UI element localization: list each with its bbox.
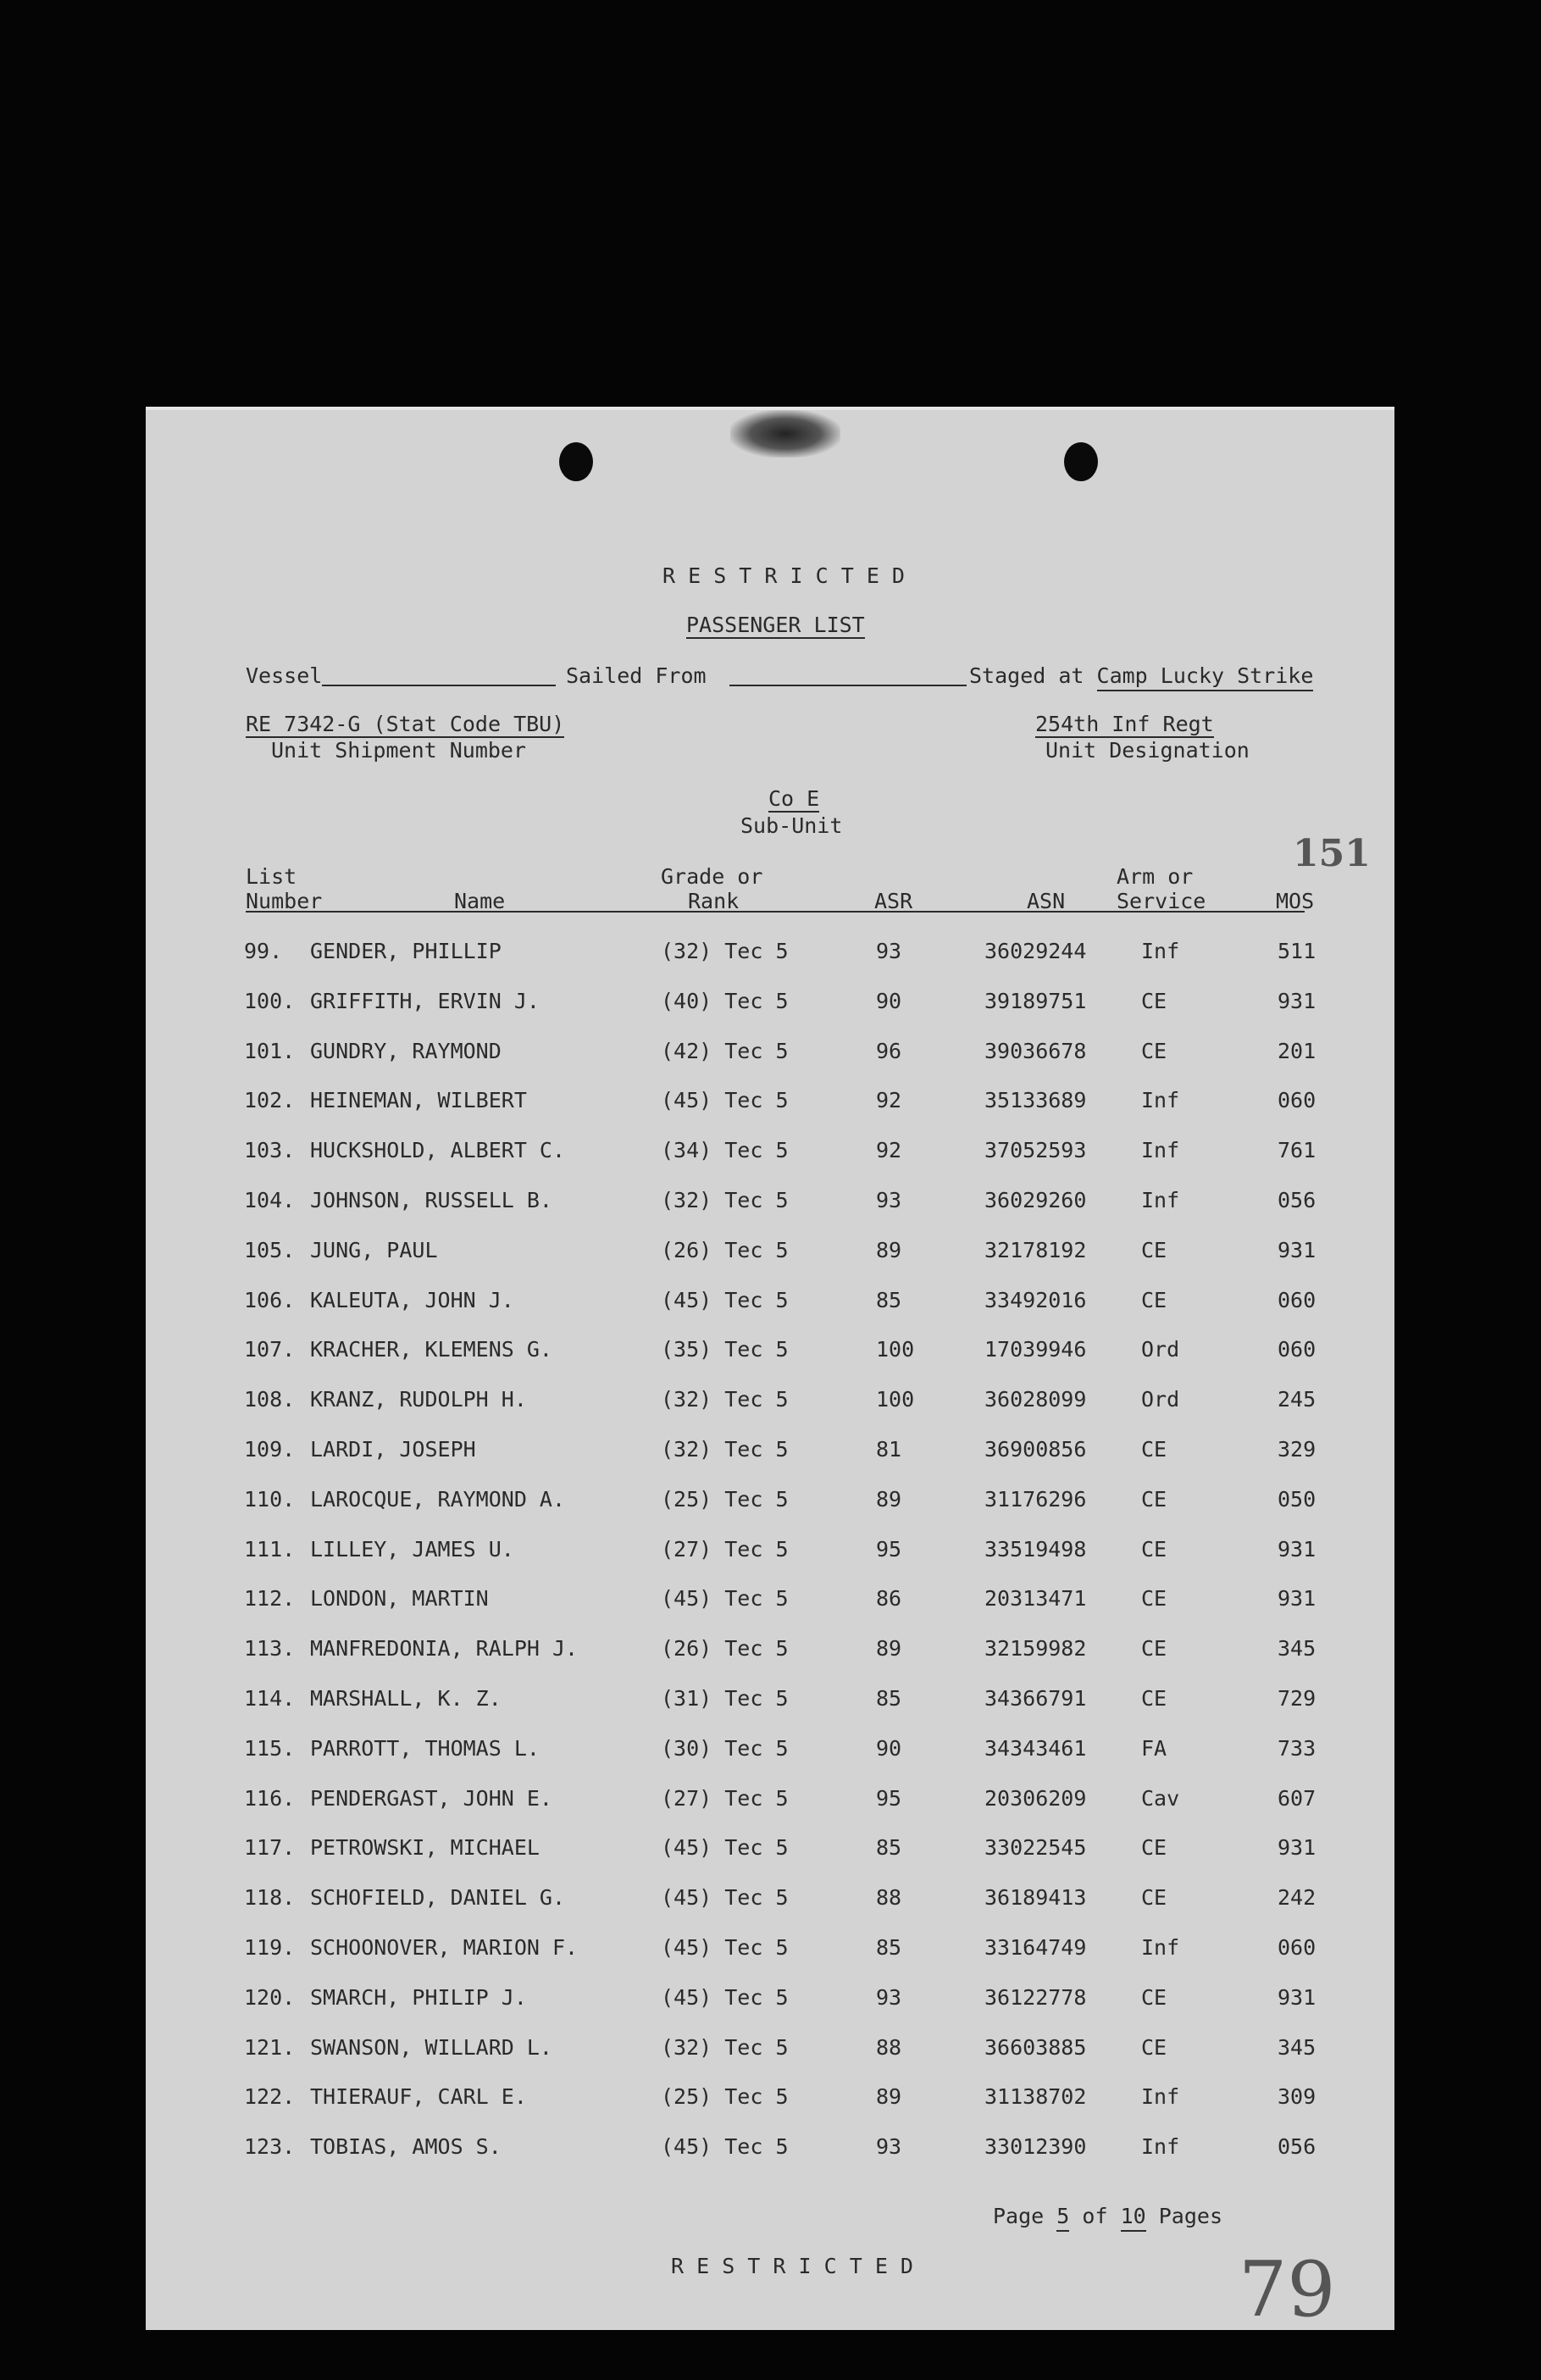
mos-code: 056 — [1278, 1188, 1317, 1212]
grade-rank: (27) Tec 5 — [661, 1536, 789, 1562]
grade-rank: (45) Tec 5 — [661, 1885, 789, 1911]
grade-rank: (25) Tec 5 — [661, 1486, 789, 1512]
list-number: 121. — [244, 2034, 296, 2060]
vessel-label: Vessel — [246, 663, 323, 688]
sailed-from-field — [566, 665, 707, 686]
grade-rank: (45) Tec 5 — [661, 1088, 789, 1113]
mos-code: 607 — [1278, 1785, 1317, 1811]
arm-service: CE — [1141, 1636, 1167, 1662]
list-number: 114. — [244, 1686, 296, 1711]
passenger-name: HUCKSHOLD, ALBERT C. — [310, 1138, 566, 1163]
mos-code: 931 — [1278, 1835, 1317, 1861]
grade-rank: (45) Tec 5 — [661, 2134, 789, 2160]
mos-code: 060 — [1278, 1287, 1317, 1312]
col-name: Name — [454, 889, 506, 913]
list-number: 116. — [244, 1785, 296, 1811]
passenger-name: JUNG, PAUL — [310, 1237, 438, 1262]
col-list-number-1: List — [246, 864, 297, 889]
mos-code: 761 — [1278, 1138, 1317, 1163]
vessel-blank — [322, 685, 556, 686]
grade-rank: (34) Tec 5 — [661, 1138, 789, 1163]
sub-unit-value: Co E — [768, 786, 820, 811]
asr-score: 85 — [876, 1686, 902, 1711]
arm-service: Inf — [1141, 1188, 1180, 1212]
ink-smudge — [730, 410, 840, 458]
arm-service: CE — [1141, 1536, 1167, 1562]
serial-number: 37052593 — [984, 1138, 1087, 1163]
mos-code: 309 — [1278, 2084, 1317, 2110]
of-label: of — [1082, 2204, 1108, 2228]
list-number: 111. — [244, 1536, 296, 1562]
serial-number: 36029260 — [984, 1188, 1087, 1212]
asr-score: 92 — [876, 1138, 902, 1163]
sailed-from-blank — [729, 685, 967, 686]
arm-service: CE — [1141, 988, 1167, 1013]
col-grade-2: Rank — [688, 889, 740, 913]
staged-at-field — [969, 665, 1313, 686]
header-underline — [246, 911, 1305, 913]
grade-rank: (32) Tec 5 — [661, 1188, 789, 1212]
page-total: 10 — [1121, 2204, 1146, 2232]
mos-code: 060 — [1278, 1337, 1317, 1362]
asr-score: 81 — [876, 1437, 902, 1462]
grade-rank: (26) Tec 5 — [661, 1237, 789, 1262]
mos-code: 242 — [1278, 1885, 1317, 1911]
passenger-name: PARROTT, THOMAS L. — [310, 1735, 540, 1761]
passenger-name: LILLEY, JAMES U. — [310, 1536, 514, 1562]
mos-code: 201 — [1278, 1038, 1317, 1063]
grade-rank: (42) Tec 5 — [661, 1038, 789, 1063]
punch-hole-left — [559, 442, 593, 481]
arm-service: CE — [1141, 1984, 1167, 2010]
grade-rank: (45) Tec 5 — [661, 1835, 789, 1861]
serial-number: 36189413 — [984, 1885, 1087, 1911]
grade-rank: (31) Tec 5 — [661, 1686, 789, 1711]
asr-score: 85 — [876, 1935, 902, 1960]
list-number: 112. — [244, 1586, 296, 1612]
grade-rank: (45) Tec 5 — [661, 1935, 789, 1960]
grade-rank: (30) Tec 5 — [661, 1735, 789, 1761]
passenger-name: KRACHER, KLEMENS G. — [310, 1337, 552, 1362]
col-arm-1: Arm or — [1117, 864, 1194, 889]
serial-number: 39189751 — [984, 988, 1087, 1013]
serial-number: 32178192 — [984, 1237, 1087, 1262]
unit-designation: 254th Inf Regt — [1035, 712, 1214, 736]
serial-number: 17039946 — [984, 1337, 1087, 1362]
list-number: 101. — [244, 1038, 296, 1063]
document-title: PASSENGER LIST — [686, 613, 865, 637]
list-number: 123. — [244, 2134, 296, 2160]
asr-score: 88 — [876, 1885, 902, 1911]
arm-service: CE — [1141, 1586, 1167, 1612]
col-mos: MOS — [1276, 889, 1315, 913]
list-number: 110. — [244, 1486, 296, 1512]
serial-number: 32159982 — [984, 1636, 1087, 1662]
mos-code: 056 — [1278, 2134, 1317, 2160]
mos-code: 511 — [1278, 939, 1317, 963]
asr-score: 100 — [876, 1387, 915, 1412]
list-number: 107. — [244, 1337, 296, 1362]
arm-service: Inf — [1141, 1088, 1180, 1113]
grade-rank: (27) Tec 5 — [661, 1785, 789, 1811]
serial-number: 20313471 — [984, 1586, 1087, 1612]
mos-code: 345 — [1278, 1636, 1317, 1662]
col-arm-2: Service — [1117, 889, 1206, 913]
passenger-name: MARSHALL, K. Z. — [310, 1686, 502, 1711]
list-number: 100. — [244, 988, 296, 1013]
mos-code: 931 — [1278, 1984, 1317, 2010]
serial-number: 31176296 — [984, 1486, 1087, 1512]
list-number: 99. — [244, 939, 283, 963]
col-grade-1: Grade or — [661, 864, 763, 889]
col-list-number-2: Number — [246, 889, 323, 913]
mos-code: 729 — [1278, 1686, 1317, 1711]
grade-rank: (40) Tec 5 — [661, 988, 789, 1013]
arm-service: Ord — [1141, 1337, 1180, 1362]
sub-unit-label: Sub-Unit — [740, 813, 843, 838]
mos-code: 245 — [1278, 1387, 1317, 1412]
passenger-name: LONDON, MARTIN — [310, 1586, 489, 1612]
grade-rank: (32) Tec 5 — [661, 1437, 789, 1462]
passenger-name: PETROWSKI, MICHAEL — [310, 1835, 540, 1861]
arm-service: CE — [1141, 1885, 1167, 1911]
serial-number: 36900856 — [984, 1437, 1087, 1462]
list-number: 120. — [244, 1984, 296, 2010]
arm-service: Inf — [1141, 2134, 1180, 2160]
grade-rank: (35) Tec 5 — [661, 1337, 789, 1362]
page-number: 5 — [1056, 2204, 1069, 2232]
passenger-name: GRIFFITH, ERVIN J. — [310, 988, 540, 1013]
pencil-number-bottom: 79 — [1239, 2245, 1336, 2334]
arm-service: CE — [1141, 1437, 1167, 1462]
passenger-name: JOHNSON, RUSSELL B. — [310, 1188, 552, 1212]
serial-number: 33519498 — [984, 1536, 1087, 1562]
list-number: 108. — [244, 1387, 296, 1412]
arm-service: CE — [1141, 1686, 1167, 1711]
passenger-name: SMARCH, PHILIP J. — [310, 1984, 527, 2010]
passenger-name: LAROCQUE, RAYMOND A. — [310, 1486, 566, 1512]
passenger-name: KRANZ, RUDOLPH H. — [310, 1387, 527, 1412]
grade-rank: (45) Tec 5 — [661, 1586, 789, 1612]
serial-number: 36603885 — [984, 2034, 1087, 2060]
grade-rank: (32) Tec 5 — [661, 1387, 789, 1412]
serial-number: 33164749 — [984, 1935, 1087, 1960]
asr-score: 93 — [876, 939, 902, 963]
serial-number: 35133689 — [984, 1088, 1087, 1113]
arm-service: Inf — [1141, 1935, 1180, 1960]
asr-score: 93 — [876, 2134, 902, 2160]
serial-number: 36122778 — [984, 1984, 1087, 2010]
mos-code: 733 — [1278, 1735, 1317, 1761]
list-number: 103. — [244, 1138, 296, 1163]
serial-number: 36029244 — [984, 939, 1087, 963]
pages-label: Pages — [1158, 2204, 1223, 2228]
asr-score: 88 — [876, 2034, 902, 2060]
arm-service: Cav — [1141, 1785, 1180, 1811]
serial-number: 34343461 — [984, 1735, 1087, 1761]
asr-score: 85 — [876, 1287, 902, 1312]
grade-rank: (45) Tec 5 — [661, 1287, 789, 1312]
asr-score: 93 — [876, 1188, 902, 1212]
passenger-list-document — [146, 407, 1394, 2334]
asr-score: 90 — [876, 1735, 902, 1761]
serial-number: 33492016 — [984, 1287, 1087, 1312]
arm-service: CE — [1141, 2034, 1167, 2060]
serial-number: 20306209 — [984, 1785, 1087, 1811]
unit-shipment-number: RE 7342-G (Stat Code TBU) — [246, 712, 565, 736]
asr-score: 95 — [876, 1785, 902, 1811]
passenger-name: GUNDRY, RAYMOND — [310, 1038, 502, 1063]
mos-code: 345 — [1278, 2034, 1317, 2060]
serial-number: 33022545 — [984, 1835, 1087, 1861]
list-number: 104. — [244, 1188, 296, 1212]
mos-code: 931 — [1278, 1237, 1317, 1262]
grade-rank: (32) Tec 5 — [661, 2034, 789, 2060]
asr-score: 100 — [876, 1337, 915, 1362]
asr-score: 92 — [876, 1088, 902, 1113]
arm-service: CE — [1141, 1486, 1167, 1512]
serial-number: 34366791 — [984, 1686, 1087, 1711]
asr-score: 86 — [876, 1586, 902, 1612]
mos-code: 060 — [1278, 1088, 1317, 1113]
staged-at-label: Staged at — [969, 663, 1084, 688]
list-number: 119. — [244, 1935, 296, 1960]
asr-score: 89 — [876, 1486, 902, 1512]
list-number: 106. — [244, 1287, 296, 1312]
serial-number: 39036678 — [984, 1038, 1087, 1063]
asr-score: 89 — [876, 1237, 902, 1262]
mos-code: 931 — [1278, 1586, 1317, 1612]
passenger-name: SCHOONOVER, MARION F. — [310, 1935, 579, 1960]
asr-score: 90 — [876, 988, 902, 1013]
list-number: 102. — [244, 1088, 296, 1113]
arm-service: Inf — [1141, 1138, 1180, 1163]
list-number: 105. — [244, 1237, 296, 1262]
passenger-name: TOBIAS, AMOS S. — [310, 2134, 502, 2160]
serial-number: 36028099 — [984, 1387, 1087, 1412]
page-indicator — [993, 2205, 1222, 2227]
list-number: 115. — [244, 1735, 296, 1761]
passenger-name: SCHOFIELD, DANIEL G. — [310, 1885, 566, 1911]
arm-service: CE — [1141, 1237, 1167, 1262]
list-number: 109. — [244, 1437, 296, 1462]
mos-code: 931 — [1278, 988, 1317, 1013]
mos-code: 329 — [1278, 1437, 1317, 1462]
unit-designation-label: Unit Designation — [1045, 738, 1250, 763]
serial-number: 33012390 — [984, 2134, 1087, 2160]
staged-at-value: Camp Lucky Strike — [1097, 663, 1314, 691]
asr-score: 89 — [876, 2084, 902, 2110]
arm-service: CE — [1141, 1835, 1167, 1861]
punch-hole-right — [1064, 442, 1098, 481]
page-label: Page — [993, 2204, 1045, 2228]
passenger-name: THIERAUF, CARL E. — [310, 2084, 527, 2110]
arm-service: Inf — [1141, 939, 1180, 963]
arm-service: Inf — [1141, 2084, 1180, 2110]
col-asr: ASR — [874, 889, 913, 913]
mos-code: 931 — [1278, 1536, 1317, 1562]
grade-rank: (26) Tec 5 — [661, 1636, 789, 1662]
asr-score: 96 — [876, 1038, 902, 1063]
serial-number: 31138702 — [984, 2084, 1087, 2110]
unit-shipment-label: Unit Shipment Number — [271, 738, 527, 763]
mos-code: 050 — [1278, 1486, 1317, 1512]
passenger-name: KALEUTA, JOHN J. — [310, 1287, 514, 1312]
restricted-header: R E S T R I C T E D — [662, 563, 905, 588]
grade-rank: (25) Tec 5 — [661, 2084, 789, 2110]
pencil-number-top: 151 — [1293, 832, 1371, 875]
list-number: 122. — [244, 2084, 296, 2110]
passenger-name: MANFREDONIA, RALPH J. — [310, 1636, 579, 1662]
sailed-from-label: Sailed From — [566, 663, 707, 688]
list-number: 117. — [244, 1835, 296, 1861]
arm-service: CE — [1141, 1038, 1167, 1063]
vessel-field — [246, 665, 556, 686]
arm-service: CE — [1141, 1287, 1167, 1312]
col-asn: ASN — [1027, 889, 1066, 913]
arm-service: Ord — [1141, 1387, 1180, 1412]
passenger-name: SWANSON, WILLARD L. — [310, 2034, 552, 2060]
asr-score: 85 — [876, 1835, 902, 1861]
passenger-name: HEINEMAN, WILBERT — [310, 1088, 527, 1113]
restricted-footer: R E S T R I C T E D — [671, 2254, 913, 2278]
list-number: 118. — [244, 1885, 296, 1911]
asr-score: 93 — [876, 1984, 902, 2010]
asr-score: 89 — [876, 1636, 902, 1662]
list-number: 113. — [244, 1636, 296, 1662]
grade-rank: (32) Tec 5 — [661, 939, 789, 963]
grade-rank: (45) Tec 5 — [661, 1984, 789, 2010]
asr-score: 95 — [876, 1536, 902, 1562]
mos-code: 060 — [1278, 1935, 1317, 1960]
passenger-name: LARDI, JOSEPH — [310, 1437, 476, 1462]
passenger-name: PENDERGAST, JOHN E. — [310, 1785, 552, 1811]
arm-service: FA — [1141, 1735, 1167, 1761]
passenger-name: GENDER, PHILLIP — [310, 939, 502, 963]
